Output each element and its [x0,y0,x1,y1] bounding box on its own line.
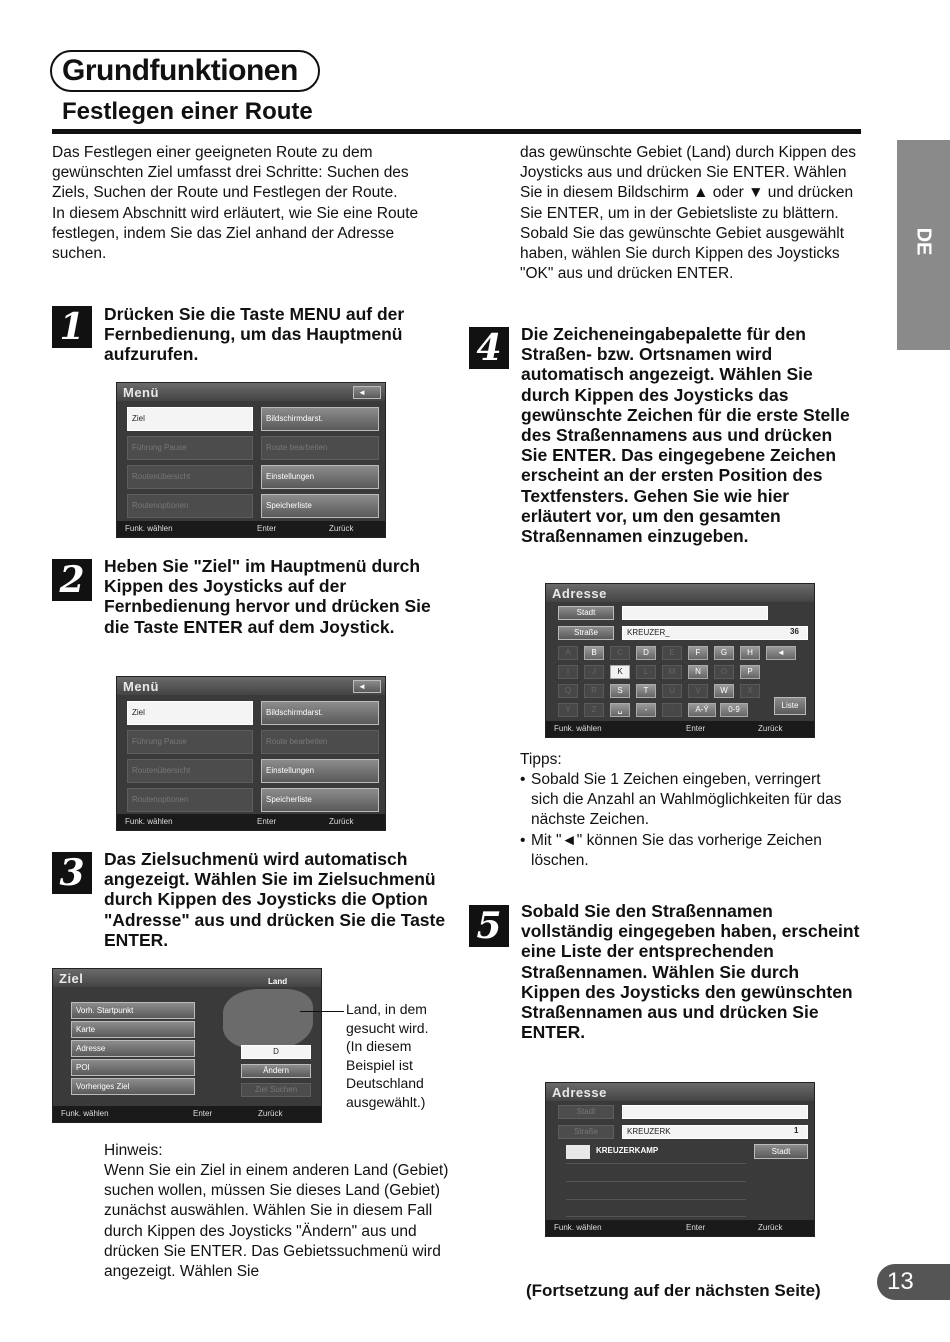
keyboard-key: U [662,684,682,698]
menu-item-ziel: Ziel [127,701,253,725]
footer-select: Funk. wählen [554,724,602,733]
adresse-list-input-field: KREUZERK [622,1125,808,1139]
header-rule [52,129,861,134]
step-3-number: 3 [52,852,92,894]
language-tab [897,140,950,350]
step-4-number: 4 [469,327,509,369]
adresse-input-field: KREUZER_ [622,626,808,640]
menu-screen-footer [117,814,385,830]
step-3-text: Das Zielsuchmenü wird automatisch angezeigt. Wählen Sie im Zielsuchmenü durch Kippen des Joysticks die Option "Adresse" aus und drücken Sie die Taste ENTER. [104,849,446,950]
result-row-1: KREUZERKAMP [596,1146,659,1155]
adresse-liste-button: Liste [774,697,806,715]
keyboard-key: X [740,684,760,698]
menu-screen-1 [116,382,386,538]
continued-text: das gewünschte Gebiet (Land) durch Kippen des Joysticks aus und drücken Sie ENTER. Wählen Sie in diesem Bildschirm ▲ oder ▼ und drücken Sie ENTER, um in der Gebietsliste zu blättern. Sobald Sie das gewünschte Gebiet ausgewählt haben, wählen Sie durch Kippen des Joysticks "OK" aus und drücken ENTER. [520,144,857,283]
ziel-item-startpunkt: Vorh. Startpunkt [71,1002,195,1019]
ziel-item-vorheriges: Vorheriges Ziel [71,1078,195,1095]
adresse-list-screen [545,1082,815,1237]
keyboard-key: A [558,646,578,660]
footer-back: Zurück [329,524,354,533]
ziel-land-label: Land [268,977,288,986]
menu-item-routenuebersicht: Routenübersicht [127,465,253,489]
adresse-strasse-button: Straße [558,626,614,640]
intro-text: Das Festlegen einer geeigneten Route zu dem gewünschten Ziel umfasst drei Schritte: Suchen des Ziels, Suchen der Route und Festlegen der Route. In diesem Abschnitt wird erläutert, wie Sie eine Route festlegen, indem Sie das Ziel anhand der Adresse suchen. [52,144,419,263]
adresse-screen-footer [546,721,814,737]
ziel-search-button: Ziel Suchen [241,1083,311,1097]
step-4-text: Die Zeicheneingabepalette für den Straßen- bzw. Ortsnamen wird automatisch angezeigt. Wählen Sie durch Kippen des Joysticks das gewünschte Zeichen für die erste Stelle des Straßennamens aus und drücken Sie ENTER. Das eingegebene Zeichen erscheint an der ersten Position des Textfensters. Gehen Sie wie hier erläutert vor, um den gesamten Straßennamen einzugeben. [521,324,850,547]
menu-screen-footer [117,521,385,537]
keyboard-key: T [636,684,656,698]
menu-item-route-bearbeiten: Route bearbeiten [261,436,379,460]
menu-item-fuehrung-pause: Führung Pause [127,730,253,754]
result-row-marker [566,1145,590,1159]
step-5-number: 5 [469,905,509,947]
tips-label: Tipps: [520,751,562,768]
adresse-list-strasse-button: Straße [558,1125,614,1139]
keyboard-key: K [610,665,630,679]
keyboard-key: A-Ý [688,703,716,717]
footer-enter: Enter [193,1109,213,1118]
ziel-item-adresse: Adresse [71,1040,195,1057]
footer-select: Funk. wählen [125,524,173,533]
keyboard-key: C [610,646,630,660]
step-5-text: Sobald Sie den Straßennamen vollständig eingegeben haben, erscheint eine Liste der entsprechenden Straßennamen. Wählen Sie durch Kippen des Joysticks den gewünschten Straßennamen aus und drücken Sie ENTER. [521,901,860,1043]
ziel-screen [52,968,322,1123]
adresse-keyboard-screen [545,583,815,738]
footer-enter: Enter [257,817,277,826]
tip-2-bullet: • [520,832,526,849]
keyboard-key: F [688,646,708,660]
map-europe-graphic [223,989,313,1049]
menu-item-bildschirmdarst: Bildschirmdarst. [261,407,379,431]
ziel-screen-title: Ziel [59,971,84,986]
footer-select: Funk. wählen [61,1109,109,1118]
ziel-country-field: D [241,1045,311,1059]
footer-select: Funk. wählen [125,817,173,826]
menu-screen-2 [116,676,386,831]
adresse-stadt-field [622,606,768,620]
ziel-item-karte: Karte [71,1021,195,1038]
callout-line [300,1011,344,1012]
keyboard-key: V [688,684,708,698]
speaker-icon: ◄ [353,386,381,399]
chapter-title: Grundfunktionen [50,50,320,92]
menu-item-speicherliste: Speicherliste [261,494,379,518]
tip-1-bullet: • [520,771,526,788]
keyboard-key: Y [558,703,578,717]
menu-item-routenoptionen: Routenoptionen [127,788,253,812]
result-stadt-button: Stadt [754,1144,808,1159]
menu-item-einstellungen: Einstellungen [261,759,379,783]
keyboard-key: Z [584,703,604,717]
speaker-icon: ◄ [353,680,381,693]
keyboard-key: Q [558,684,578,698]
adresse-list-count: 1 [794,1126,799,1135]
keyboard-key: S [610,684,630,698]
hint-label: Hinweis: [104,1142,163,1159]
keyboard-key: M [662,665,682,679]
footer-select: Funk. wählen [554,1223,602,1232]
tip-2-text: Mit "◄" können Sie das vorherige Zeichen löschen. [531,832,822,870]
adresse-list-stadt-field [622,1105,808,1119]
result-list-empty-rows [566,1163,746,1217]
callout-text: Land, in dem gesucht wird. (In diesem Beispiel ist Deutschland ausgewählt.) [346,1001,429,1110]
menu-item-bildschirmdarst: Bildschirmdarst. [261,701,379,725]
menu-item-ziel: Ziel [127,407,253,431]
step-2-number: 2 [52,559,92,601]
menu-item-einstellungen: Einstellungen [261,465,379,489]
menu-item-routenoptionen: Routenoptionen [127,494,253,518]
footer-enter: Enter [686,724,706,733]
adresse-stadt-button: Stadt [558,606,614,620]
section-title: Festlegen einer Route [62,98,313,125]
keyboard-key: L [636,665,656,679]
menu-item-routenuebersicht: Routenübersicht [127,759,253,783]
keyboard-key: 0-9 [720,703,748,717]
footer-enter: Enter [686,1223,706,1232]
keyboard-key: G [714,646,734,660]
tip-1-text: Sobald Sie 1 Zeichen eingeben, verringert sich die Anzahl an Wahlmöglichkeiten für das nächste Zeichen. [531,771,842,829]
keyboard-key: B [584,646,604,660]
continued-note: (Fortsetzung auf der nächsten Seite) [526,1281,821,1300]
keyboard-key: ' [662,703,682,717]
keyboard-key: N [688,665,708,679]
adresse-count: 36 [790,627,799,636]
language-tab-label: DE [912,227,935,256]
step-1-text: Drücken Sie die Taste MENU auf der Fernbedienung, um das Hauptmenü aufzurufen. [104,304,405,365]
footer-back: Zurück [758,724,783,733]
keyboard-key: I [558,665,578,679]
keyboard-key: H [740,646,760,660]
keyboard-key: ␣ [610,703,630,717]
adresse-list-stadt-button: Stadt [558,1105,614,1119]
footer-back: Zurück [758,1223,783,1232]
keyboard-key: D [636,646,656,660]
step-1-number: 1 [52,306,92,348]
keyboard-key: W [714,684,734,698]
menu-item-speicherliste: Speicherliste [261,788,379,812]
keyboard-key: - [636,703,656,717]
keyboard-key: R [584,684,604,698]
menu-screen-title: Menü [123,679,159,694]
adresse-list-footer [546,1220,814,1236]
menu-item-fuehrung-pause: Führung Pause [127,436,253,460]
ziel-change-button: Ändern [241,1064,311,1078]
footer-back: Zurück [329,817,354,826]
keyboard-key: J [584,665,604,679]
keyboard-key: O [714,665,734,679]
menu-item-route-bearbeiten: Route bearbeiten [261,730,379,754]
step-2-text: Heben Sie "Ziel" im Hauptmenü durch Kippen des Joysticks auf der Fernbedienung hervor und drücken Sie die Taste ENTER auf dem Joystick. [104,556,431,637]
keyboard-key: E [662,646,682,660]
adresse-screen-title: Adresse [552,586,607,601]
footer-enter: Enter [257,524,277,533]
menu-screen-title: Menü [123,385,159,400]
keyboard-key: ◄ [766,646,796,660]
ziel-item-poi: POI [71,1059,195,1076]
adresse-list-title: Adresse [552,1085,607,1100]
hint-text: Wenn Sie ein Ziel in einem anderen Land (Gebiet) suchen wollen, müssen Sie dieses Land (Gebiet) zunächst auswählen. Wählen Sie in diesem Fall durch Kippen des Joysticks "Ändern" aus und drücken Sie ENTER. Das Gebietssuchmenü wird angezeigt. Wählen Sie [104,1162,449,1281]
ziel-screen-footer [53,1106,321,1122]
page-number: 13 [877,1264,950,1300]
keyboard-key: P [740,665,760,679]
footer-back: Zurück [258,1109,283,1118]
